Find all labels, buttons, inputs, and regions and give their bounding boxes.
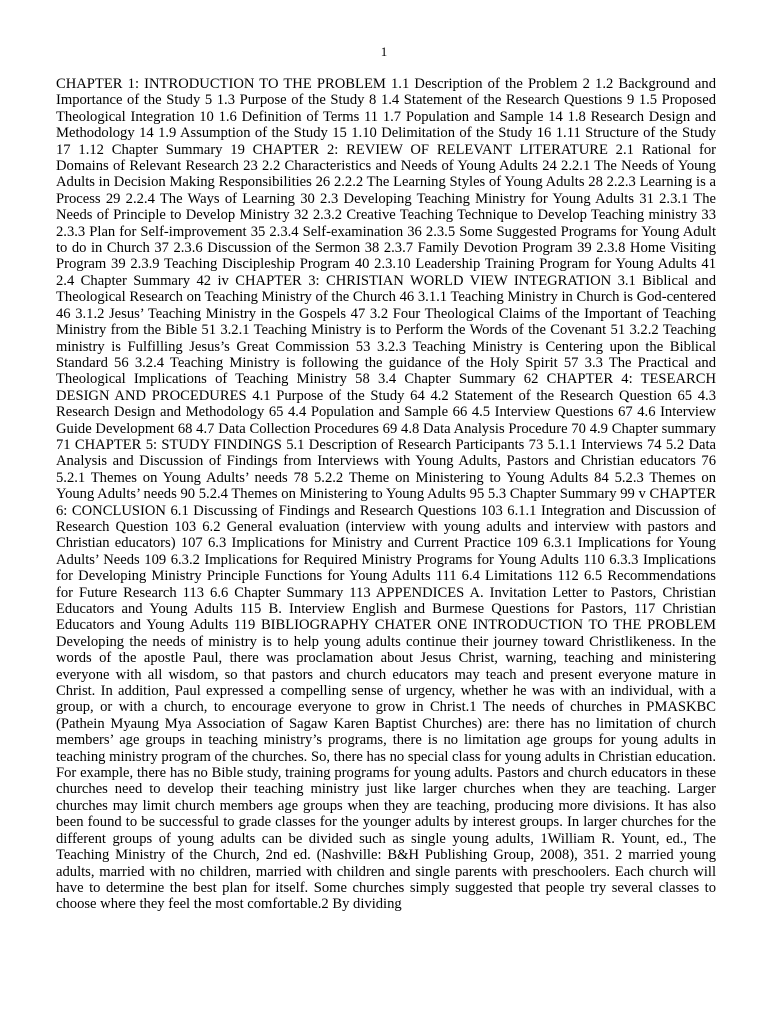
body-text: CHAPTER 1: INTRODUCTION TO THE PROBLEM 1.1 Description of the Problem 2 1.2 Background and Importance of the Study 5 1.3 Purpose of the Study 8 1.4 Statement of the Research Questions 9 1.5 Proposed Theological Integration 10 1.6 Definition of Terms 11 1.7 Population and Sample 14 1.8 Research Design and Methodology 14 1.9 Assumption of the Study 15 1.10 Delimitation of the Study 16 1.11 Structure of the Study 17 1.12 Chapter Summary 19 CHAPTER 2: REVIEW OF RELEVANT LITERATURE 2.1 Rational for Domains of Relevant Research 23 2.2 Characteristics and Needs of Young Adults 24 2.2.1 The Needs of Young Adults in Decision Making Responsibilities 26 2.2.2 The Learning Styles of Young Adults 28 2.2.3 Learning is a Process 29 2.2.4 The Ways of Learning 30 2.3 Developing Teaching Ministry for Young Adults 31 2.3.1 The Needs of Principle to Develop Ministry 32 2.3.2 Creative Teaching Technique to Develop Teaching ministry 33 2.3.3 Plan for Self-improvement 35 2.3.4 Self-examination 36 2.3.5 Some Suggested Programs for Young Adult to do in Church 37 2.3.6 Discussion of the Sermon 38 2.3.7 Family Devotion Program 39 2.3.8 Home Visiting Program 39 2.3.9 Teaching Discipleship Program 40 2.3.10 Leadership Training Program for Young Adults 41 2.4 Chapter Summary 42 iv CHAPTER 3: CHRISTIAN WORLD VIEW INTEGRATION 3.1 Biblical and Theological Research on Teaching Ministry of the Church 46 3.1.1 Teaching Ministry in Church is God-centered 46 3.1.2 Jesus’ Teaching Ministry in the Gospels 47 3.2 Four Theological Claims of the Important of Teaching Ministry from the Bible 51 3.2.1 Teaching Ministry is to Perform the Words of the Covenant 51 3.2.2 Teaching ministry is Fulfilling Jesus’s Great Commission 53 3.2.3 Teaching Ministry is Centering upon the Biblical Standard 56 3.2.4 Teaching Ministry is following the guidance of the Holy Spirit 57 3.3 The Practical and Theological Implications of Teaching Ministry 58 3.4 Chapter Summary 62 CHAPTER 4: TESEARCH DESIGN AND PROCEDURES 4.1 Purpose of the Study 64 4.2 Statement of the Research Question 65 4.3 Research Design and Methodology 65 4.4 Population and Sample 66 4.5 Interview Questions 67 4.6 Interview Guide Development 68 4.7 Data Collection Procedures 69 4.8 Data Analysis Procedure 70 4.9 Chapter summary 71 CHAPTER 5: STUDY FINDINGS 5.1 Description of Research Participants 73 5.1.1 Interviews 74 5.2 Data Analysis and Discussion of Findings from Interviews with Young Adults, Pastors and Christian educators 76 5.2.1 Themes on Young Adults’ needs 78 5.2.2 Theme on Ministering to Young Adults 84 5.2.3 Themes on Young Adults’ needs 90 5.2.4 Themes on Ministering to Young Adults 95 5.3 Chapter Summary 99 v CHAPTER 6: CONCLUSION 6.1 Discussing of Findings and Research Questions 103 6.1.1 Integration and Discussion of Research Question 103 6.2 General evaluation (interview with young adults and interview with pastors and Christian educators) 107 6.3 Implications for Ministry and Current Practice 109 6.3.1 Implications for Young Adults’ Needs 109 6.3.2 Implications for Required Ministry Programs for Young Adults 110 6.3.3 Implications for Developing Ministry Principle Functions for Young Adults 111 6.4 Limitations 112 6.5 Recommendations for Future Research 113 6.6 Chapter Summary 113 APPENDICES A. Invitation Letter to Pastors, Christian Educators and Young Adults 115 B. Interview English and Burmese Questions for Pastors, 117 Christian Educators and Young Adults 119 BIBLIOGRAPHY CHATER ONE INTRODUCTION TO THE PROBLEM Developing the needs of ministry is to help young adults continue their journey toward Christlikeness. In the words of the apostle Paul, there was proclamation about Jesus Christ, warning, teaching and ministering everyone with all wisdom, so that pastors and church educators may teach and present everyone mature in Christ. In addition, Paul expressed a compelling sense of urgency, whether he was with an individual, with a group, or with a church, to encourage everyone to grow in Christ.1 The needs of churches in PMASKBC (Pathein Myaung Mya Association of Sagaw Karen Baptist Churches) are: there has no limitation of church members’ age groups in teaching ministry’s programs, there is no limitation age groups for young adults in teaching ministry program of the churches. So, there has no special class for young adults in Christian education. For example, there has no Bible study, training programs for young adults. Pastors and church educators in these churches need to develop their teaching ministry just like larger churches when they are teaching. Larger churches may limit church members age groups when they are teaching, producing more divisions. It has also been found to be successful to grade classes for the younger adults by interest groups. In larger churches for the different groups of young adults can be divided such as single young adults, 1William R. Yount, ed., The Teaching Ministry of the Church, 2nd ed. (Nashville: B&H Publishing Group, 2008), 351. 2 married young adults, married with no children, married with children and single parents with preschoolers. Each church will have to determine the best plan for itself. Some churches simply suggested that people try several classes to choose where they feel the most comfortable.2 By dividing [56,76,716,913]
page-number: 1 [380,44,388,59]
